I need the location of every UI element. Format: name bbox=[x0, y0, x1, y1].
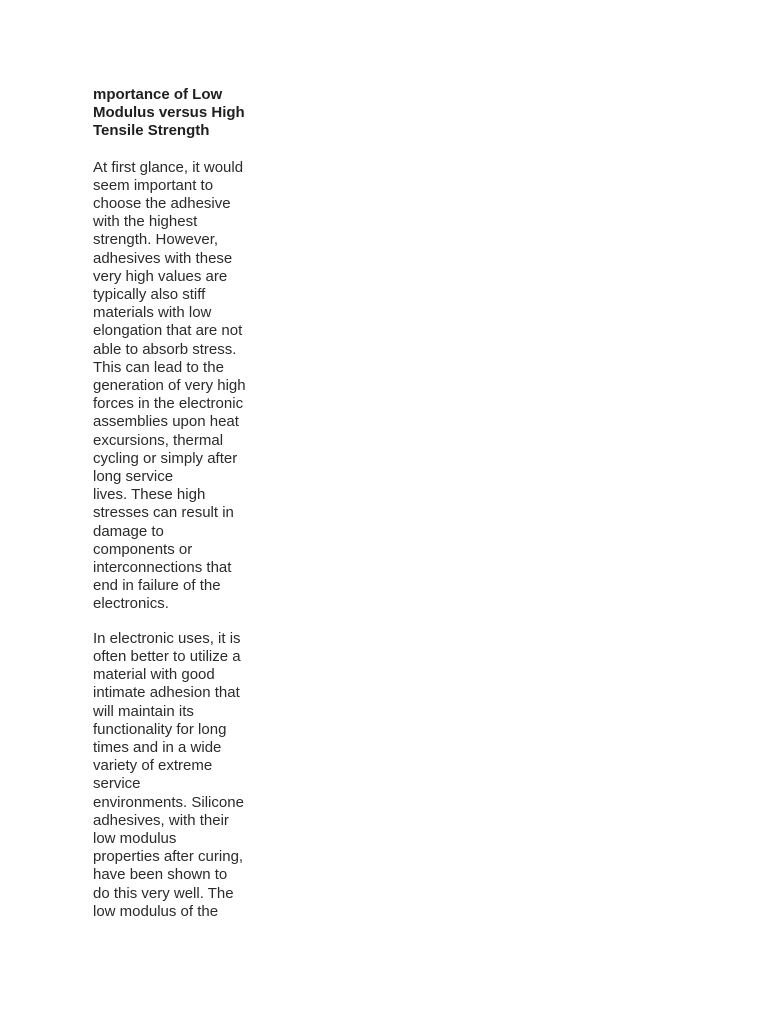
section-heading: mportance of Low Modulus versus High Tensile Strength bbox=[93, 86, 245, 140]
document-body bbox=[93, 86, 273, 937]
paragraph-2: In electronic uses, it is often better to utilize a material with good intimate adhesion that will maintain its functionality for long times and in a wide variety of extreme service environments. Silicone adhesives, with their low modulus properties after curing, have been shown to do this very well. The low modulus of the bbox=[93, 629, 244, 920]
paragraph-1: At first glance, it would seem important to choose the adhesive with the highest strength. However, adhesives with these very high values are typically also stiff materials with low elongation that are not able to absorb stress. This can lead to the generation of very high forces in the electronic assemblies upon heat excursions, thermal cycling or simply after long service lives. These high stresses can result in damage to components or interconnections that end in failure of the electronics. bbox=[93, 158, 246, 613]
